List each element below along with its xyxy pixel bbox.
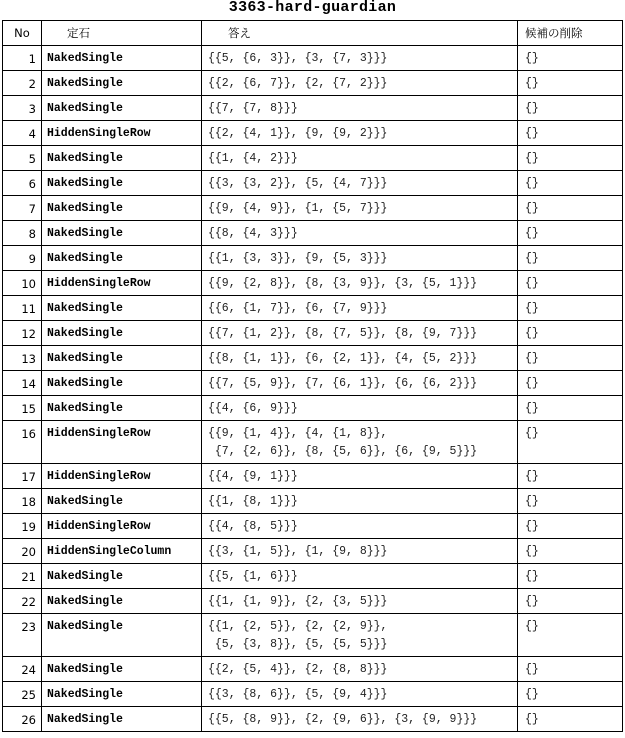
row-number: 24 <box>3 657 42 682</box>
table-row <box>3 321 623 346</box>
table-row <box>3 71 623 96</box>
table-row <box>3 171 623 196</box>
row-answer: {{8, {4, 3}}} <box>202 221 518 246</box>
row-answer: {{1, {8, 1}}} <box>202 489 518 514</box>
row-number: 7 <box>3 196 42 221</box>
table-row <box>3 707 623 732</box>
row-technique: HiddenSingleColumn <box>42 539 202 564</box>
row-removal: {} <box>518 682 623 707</box>
row-answer: {{4, {9, 1}}} <box>202 464 518 489</box>
table-row <box>3 421 623 464</box>
row-removal: {} <box>518 589 623 614</box>
row-technique: NakedSingle <box>42 321 202 346</box>
row-removal: {} <box>518 707 623 732</box>
solution-table <box>2 20 623 732</box>
table-row <box>3 539 623 564</box>
row-number: 23 <box>3 614 42 657</box>
row-number: 9 <box>3 246 42 271</box>
row-removal: {} <box>518 71 623 96</box>
row-technique: NakedSingle <box>42 346 202 371</box>
row-technique: NakedSingle <box>42 96 202 121</box>
row-technique: HiddenSingleRow <box>42 271 202 296</box>
row-removal: {} <box>518 657 623 682</box>
row-answer: {{4, {6, 9}}} <box>202 396 518 421</box>
row-technique: HiddenSingleRow <box>42 464 202 489</box>
table-row <box>3 121 623 146</box>
row-number: 26 <box>3 707 42 732</box>
row-number: 18 <box>3 489 42 514</box>
column-header-no: No <box>3 21 42 46</box>
row-answer: {{7, {7, 8}}} <box>202 96 518 121</box>
row-technique: NakedSingle <box>42 614 202 657</box>
row-number: 1 <box>3 46 42 71</box>
row-removal: {} <box>518 514 623 539</box>
row-removal: {} <box>518 271 623 296</box>
row-answer: {{5, {8, 9}}, {2, {9, 6}}, {3, {9, 9}}} <box>202 707 518 732</box>
row-number: 19 <box>3 514 42 539</box>
table-row <box>3 514 623 539</box>
row-removal: {} <box>518 246 623 271</box>
row-number: 20 <box>3 539 42 564</box>
row-answer: {{1, {4, 2}}} <box>202 146 518 171</box>
table-row <box>3 196 623 221</box>
row-number: 22 <box>3 589 42 614</box>
row-number: 25 <box>3 682 42 707</box>
table-row <box>3 657 623 682</box>
row-answer: {{2, {5, 4}}, {2, {8, 8}}} <box>202 657 518 682</box>
row-answer: {{9, {4, 9}}, {1, {5, 7}}} <box>202 196 518 221</box>
table-row <box>3 396 623 421</box>
row-technique: NakedSingle <box>42 71 202 96</box>
row-technique: HiddenSingleRow <box>42 421 202 464</box>
table-row <box>3 564 623 589</box>
row-technique: HiddenSingleRow <box>42 121 202 146</box>
row-removal: {} <box>518 396 623 421</box>
row-number: 13 <box>3 346 42 371</box>
row-answer: {{3, {1, 5}}, {1, {9, 8}}} <box>202 539 518 564</box>
row-answer: {{9, {2, 8}}, {8, {3, 9}}, {3, {5, 1}}} <box>202 271 518 296</box>
row-number: 8 <box>3 221 42 246</box>
row-number: 16 <box>3 421 42 464</box>
table-row <box>3 489 623 514</box>
row-answer: {{6, {1, 7}}, {6, {7, 9}}} <box>202 296 518 321</box>
row-number: 15 <box>3 396 42 421</box>
row-technique: NakedSingle <box>42 146 202 171</box>
row-removal: {} <box>518 196 623 221</box>
row-number: 12 <box>3 321 42 346</box>
row-number: 2 <box>3 71 42 96</box>
row-removal: {} <box>518 371 623 396</box>
row-removal: {} <box>518 46 623 71</box>
row-answer: {{2, {4, 1}}, {9, {9, 2}}} <box>202 121 518 146</box>
row-number: 21 <box>3 564 42 589</box>
row-technique: NakedSingle <box>42 589 202 614</box>
row-technique: NakedSingle <box>42 682 202 707</box>
row-answer: {{3, {8, 6}}, {5, {9, 4}}} <box>202 682 518 707</box>
row-answer: {{3, {3, 2}}, {5, {4, 7}}} <box>202 171 518 196</box>
row-answer: {{5, {1, 6}}} <box>202 564 518 589</box>
table-body <box>3 46 623 732</box>
row-removal: {} <box>518 421 623 464</box>
column-header-technique: 定石 <box>42 21 202 46</box>
table-row <box>3 221 623 246</box>
column-header-removal: 候補の削除 <box>518 21 623 46</box>
row-technique: NakedSingle <box>42 171 202 196</box>
page-title: 3363-hard-guardian <box>228 0 397 16</box>
row-removal: {} <box>518 96 623 121</box>
row-technique: NakedSingle <box>42 396 202 421</box>
row-answer: {{9, {1, 4}}, {4, {1, 8}}, {7, {2, 6}}, {8, {5, 6}}, {6, {9, 5}}} <box>202 421 518 464</box>
row-technique: NakedSingle <box>42 246 202 271</box>
row-technique: NakedSingle <box>42 196 202 221</box>
row-answer: {{1, {1, 9}}, {2, {3, 5}}} <box>202 589 518 614</box>
row-removal: {} <box>518 121 623 146</box>
row-technique: NakedSingle <box>42 564 202 589</box>
row-technique: NakedSingle <box>42 371 202 396</box>
table-row <box>3 146 623 171</box>
row-removal: {} <box>518 564 623 589</box>
row-technique: NakedSingle <box>42 489 202 514</box>
row-answer: {{7, {1, 2}}, {8, {7, 5}}, {8, {9, 7}}} <box>202 321 518 346</box>
row-technique: NakedSingle <box>42 296 202 321</box>
row-number: 10 <box>3 271 42 296</box>
table-row <box>3 464 623 489</box>
row-removal: {} <box>518 221 623 246</box>
table-row <box>3 614 623 657</box>
row-removal: {} <box>518 146 623 171</box>
row-answer: {{5, {6, 3}}, {3, {7, 3}}} <box>202 46 518 71</box>
row-answer: {{8, {1, 1}}, {6, {2, 1}}, {4, {5, 2}}} <box>202 346 518 371</box>
row-removal: {} <box>518 171 623 196</box>
column-header-answer: 答え <box>202 21 518 46</box>
table-row <box>3 371 623 396</box>
row-removal: {} <box>518 614 623 657</box>
row-number: 5 <box>3 146 42 171</box>
row-number: 14 <box>3 371 42 396</box>
table-row <box>3 682 623 707</box>
row-removal: {} <box>518 489 623 514</box>
row-technique: HiddenSingleRow <box>42 514 202 539</box>
row-technique: NakedSingle <box>42 707 202 732</box>
row-removal: {} <box>518 321 623 346</box>
row-answer: {{1, {2, 5}}, {2, {2, 9}}, {5, {3, 8}}, {5, {5, 5}}} <box>202 614 518 657</box>
row-number: 3 <box>3 96 42 121</box>
row-answer: {{1, {3, 3}}, {9, {5, 3}}} <box>202 246 518 271</box>
row-number: 6 <box>3 171 42 196</box>
table-row <box>3 96 623 121</box>
row-removal: {} <box>518 346 623 371</box>
row-answer: {{7, {5, 9}}, {7, {6, 1}}, {6, {6, 2}}} <box>202 371 518 396</box>
row-removal: {} <box>518 464 623 489</box>
row-removal: {} <box>518 539 623 564</box>
row-technique: NakedSingle <box>42 46 202 71</box>
row-number: 17 <box>3 464 42 489</box>
table-row <box>3 346 623 371</box>
table-row <box>3 296 623 321</box>
row-number: 11 <box>3 296 42 321</box>
table-row <box>3 46 623 71</box>
row-removal: {} <box>518 296 623 321</box>
row-technique: NakedSingle <box>42 221 202 246</box>
table-row <box>3 589 623 614</box>
table-row <box>3 246 623 271</box>
row-answer: {{2, {6, 7}}, {2, {7, 2}}} <box>202 71 518 96</box>
row-number: 4 <box>3 121 42 146</box>
row-answer: {{4, {8, 5}}} <box>202 514 518 539</box>
table-header-row <box>3 21 623 46</box>
table-row <box>3 271 623 296</box>
row-technique: NakedSingle <box>42 657 202 682</box>
